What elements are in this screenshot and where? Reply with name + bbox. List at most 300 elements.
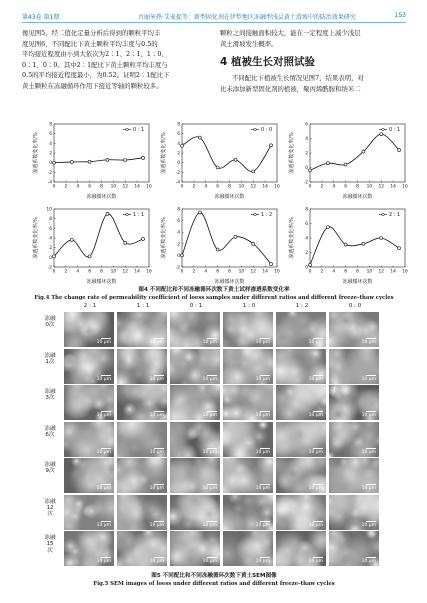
permeability-chart-5 [158,205,280,285]
legend-marker [126,128,129,131]
sem-row-label: 冻融1次 [44,352,56,365]
x-tick-label: 2 [64,184,68,190]
x-tick-label: 16 [146,269,152,275]
scale-label: 10 μm [149,413,164,418]
legend-marker [382,213,385,216]
y-tick-label: 0 [177,161,180,167]
x-tick-label: 14 [390,269,396,275]
legend-marker [254,128,257,131]
series-line [310,227,399,265]
scale-label: 10 μm [96,559,111,564]
scale-label: 10 μm [255,376,270,382]
scale-bar [313,521,323,522]
chart-svg [286,120,408,200]
x-tick-label: 14 [134,184,140,190]
series-line [182,137,271,172]
data-point [270,263,273,266]
sem-image [64,495,114,530]
x-tick-label: 10 [366,269,373,275]
text-line: 黄土滑坡发生概率。 [220,39,278,48]
x-tick-label: 14 [134,269,140,275]
y-tick-label: 4 [49,236,52,242]
scale-bar [154,338,164,339]
scale-bar [260,557,270,558]
data-point [53,255,56,258]
x-tick-label: 4 [76,269,80,275]
data-point [142,237,145,240]
x-tick-label: 2 [320,269,324,275]
sem-image [329,312,379,347]
sem-image [170,495,220,530]
scale-bar [366,338,376,339]
x-tick-label: 8 [100,184,103,190]
data-point [234,158,237,161]
data-point [252,170,255,173]
scale-bar [366,521,376,522]
scale-bar [101,338,111,339]
text-line: 比未添加新型固化剂的植被，聚丙烯酰胺和纳米二 [220,84,361,93]
sem-image [170,422,220,457]
data-point [216,248,219,251]
data-point [252,242,255,245]
scale-bar [207,375,217,376]
data-point [362,150,365,153]
x-tick-label: 12 [122,269,129,275]
data-point [70,238,73,241]
legend-marker [382,128,385,131]
sem-image [64,385,114,420]
sem-image [223,458,273,493]
fig5-caption-en: Fig.5 SEM images of loess under different ratios and different freeze–thaw cycles [93,581,335,587]
scale-label: 10 μm [149,449,164,455]
sem-image [329,458,379,493]
scale-bar [366,375,376,376]
data-point [326,226,329,229]
x-axis-label: 冻融循环次数 [86,194,117,200]
scale-bar [313,484,323,485]
text-line: 像见图5，经二值化定量分析后得到的颗粒平均丰 [22,29,161,37]
data-point [344,243,347,246]
x-tick-label: 8 [356,269,359,275]
y-tick-label: -2 [175,170,180,176]
x-tick-label: 8 [228,184,231,190]
scale-bar [101,557,111,558]
y-tick-label: 6 [49,132,52,138]
x-tick-label: 10 [110,184,117,190]
scale-label: 10 μm [255,449,270,455]
scale-bar [101,484,111,485]
scale-bar [366,557,376,558]
scale-label: 10 μm [255,522,270,528]
scale-label: 10 μm [202,449,217,455]
x-tick-label: 6 [344,184,348,190]
scale-label: 10 μm [149,559,164,564]
sem-image [170,312,220,347]
y-axis-label: 渗透系数变化率/% [161,132,167,174]
y-tick-label: -2 [175,265,180,271]
x-axis-label: 冻融循环次数 [342,194,373,200]
y-tick-label: 2 [305,251,308,256]
scale-label: 10 μm [255,413,270,418]
sem-image [329,422,379,457]
legend-label: 0 : 1 [389,127,401,133]
x-tick-label: 10 [238,184,245,190]
scale-label: 10 μm [361,522,376,528]
sem-column-header: 0 : 0 [348,303,362,309]
sem-column-header: 1 : 1 [136,303,150,309]
scale-bar [260,338,270,339]
y-axis-label: 渗透系数变化率/% [161,217,167,259]
data-point [398,247,401,250]
x-tick-label: 0 [180,184,184,190]
scale-bar [313,448,323,449]
y-tick-label: 6 [305,222,308,227]
scale-bar [101,521,111,522]
sem-image [117,312,167,347]
y-tick-label: 6 [49,226,52,232]
x-tick-label: 10 [366,184,373,190]
sem-column-header: 1 : 2 [295,303,309,309]
y-tick-label: 0 [305,265,308,271]
x-tick-label: 6 [88,269,92,275]
scale-label: 10 μm [308,522,323,528]
series-line [310,134,399,170]
scale-bar [207,484,217,485]
y-tick-label: 6 [177,219,180,225]
sem-column-header: 1 : 0 [242,303,256,309]
sem-image [276,495,326,530]
data-point [270,144,273,147]
scale-label: 10 μm [308,376,323,382]
data-point [53,161,56,164]
sem-row-label: 冻融0次 [44,316,56,329]
scale-label: 10 μm [149,340,164,345]
scale-label: 10 μm [308,449,323,455]
x-tick-label: 4 [204,269,208,275]
data-point [142,156,145,159]
sem-image [223,495,273,530]
x-tick-label: 12 [378,269,385,275]
running-title: 古丽米热·艾麦提等：新型固化剂在伊犁地区冻融型浅层黄土滑坡中的防治效果研究 [138,14,356,21]
data-point [106,212,109,215]
data-point [88,160,91,163]
fig4-caption [22,286,406,302]
scale-label: 10 μm [255,486,270,491]
chart-svg [158,205,280,285]
scale-bar [154,411,164,412]
scale-bar [366,448,376,449]
scale-bar [154,557,164,558]
scale-bar [313,411,323,412]
y-tick-label: 8 [177,122,180,128]
y-tick-label: 2 [177,242,180,248]
y-tick-label: 4 [177,230,180,236]
y-tick-label: -2 [47,265,52,271]
sem-image [117,422,167,457]
sem-image [329,495,379,530]
chart-svg [30,120,152,200]
chart-svg [286,205,408,285]
sem-row-label: 冻融6次 [44,425,56,438]
sem-image [64,422,114,457]
x-tick-label: 10 [110,269,117,275]
scale-bar [313,338,323,339]
y-tick-label: 8 [49,122,52,128]
x-tick-label: 4 [204,184,208,190]
y-tick-label: 10 [46,207,52,213]
x-tick-label: 8 [228,269,231,275]
sem-image [117,495,167,530]
sem-image [64,458,114,493]
scale-bar [154,484,164,485]
scale-bar [154,521,164,522]
y-axis-label: 渗透系数变化率/% [289,132,295,174]
x-axis-label: 冻融循环次数 [214,279,245,285]
legend-label: 2 : 1 [389,212,401,218]
scale-bar [366,484,376,485]
y-tick-label: 2 [49,151,52,157]
scale-label: 10 μm [96,340,111,345]
scale-label: 10 μm [361,413,376,418]
fig4-caption-en: Fig.4 The change rate of permeability coefficient of loess samples under different ratios and different freeze–thaw cycles [34,295,394,301]
scale-label: 10 μm [361,376,376,382]
running-header [22,9,406,23]
sem-image [276,385,326,420]
scale-bar [101,411,111,412]
legend-marker [126,213,129,216]
fig5-caption-cn: 图5 不同配比和不同冻融循环次数下黄土SEM图像 [151,573,277,579]
legend-label: 1 : 2 [261,212,273,218]
x-tick-label: 2 [192,269,196,275]
x-tick-label: 0 [52,269,56,275]
x-axis-label: 冻融循环次数 [342,279,373,285]
scale-bar [260,411,270,412]
left-column-text [22,28,210,92]
permeability-chart-6 [286,205,408,285]
x-axis-label: 冻融循环次数 [86,279,117,285]
scale-label: 10 μm [308,559,323,564]
y-axis-label: 渗透系数变化率/% [33,217,39,259]
x-tick-label: 6 [216,184,220,190]
scale-label: 10 μm [96,522,111,528]
legend-label: 0 : 1 [133,127,145,133]
sem-row-label: 冻融12次 [44,498,56,518]
scale-label: 10 μm [202,559,217,564]
y-axis-label: 渗透系数变化率/% [33,132,39,174]
text-line: 黄土颗粒在冻融循环作用下接近等轴的颗粒较多。 [22,81,163,90]
x-tick-label: 14 [262,269,268,275]
data-point [234,235,237,238]
sem-row-label: 冻融3次 [44,389,56,402]
scale-label: 10 μm [202,340,217,345]
data-point [106,158,109,161]
x-tick-label: 12 [122,184,129,190]
sem-image [276,349,326,384]
data-point [181,254,184,257]
sem-image [170,458,220,493]
scale-bar [101,375,111,376]
legend-label: 0 : 0 [261,127,273,133]
permeability-chart-4 [30,205,152,285]
x-tick-label: 0 [52,184,56,190]
y-tick-label: 4 [49,141,52,147]
data-point [309,169,312,172]
section-heading: 4 植被生长对照试验 [220,56,315,69]
x-tick-label: 0 [308,269,312,275]
y-tick-label: 8 [49,217,52,223]
sem-column-header: 2 : 1 [83,303,97,309]
scale-bar [260,375,270,376]
sem-image [223,385,273,420]
sem-image [276,531,326,566]
sem-image [64,531,114,566]
chart-svg [158,120,280,200]
x-tick-label: 4 [332,184,336,190]
data-point [124,159,127,162]
scale-bar [207,521,217,522]
sem-image [64,312,114,347]
sem-image [117,531,167,566]
series-line [54,158,143,163]
sem-image [223,422,273,457]
y-tick-label: 4 [305,137,308,142]
x-tick-label: 2 [192,184,196,190]
sem-image [64,349,114,384]
legend-label: 1 : 1 [133,212,145,218]
data-point [216,166,219,169]
x-tick-label: 16 [402,184,408,190]
y-tick-label: 4 [177,141,180,147]
sem-image [223,531,273,566]
scale-label: 10 μm [202,376,217,382]
y-tick-label: 0 [177,253,180,259]
y-tick-label: 0 [49,161,52,167]
scale-label: 10 μm [202,413,217,418]
scale-bar [207,411,217,412]
text-line: 0.5的平均接近程度最小，为0.52。证明2∶1配比下 [22,71,170,80]
x-tick-label: 6 [88,184,92,190]
y-tick-label: 6 [305,122,308,128]
scale-label: 10 μm [361,449,376,455]
journal-volume: 第43卷 第1期 [22,14,60,21]
scale-bar [207,557,217,558]
scale-label: 10 μm [149,376,164,382]
sem-image [329,349,379,384]
data-point [70,160,73,163]
scale-label: 10 μm [308,340,323,345]
scale-label: 10 μm [361,559,376,564]
sem-row-label: 冻融9次 [44,462,56,475]
scale-bar [207,338,217,339]
fig4-caption-cn: 图4 不同配比和不同冻融循环次数下黄土试样渗透系数变化率 [138,287,290,293]
sem-image [117,385,167,420]
x-tick-label: 16 [274,184,280,190]
x-tick-label: 2 [320,184,324,190]
y-tick-label: 6 [177,132,180,138]
data-point [309,263,312,266]
scale-label: 10 μm [202,486,217,491]
scale-label: 10 μm [149,522,164,528]
text-line: 颗粒之间接触面积较大，能在一定程度上减少浅层 [220,29,361,37]
y-tick-label: 0 [49,255,52,261]
sem-image [170,349,220,384]
permeability-chart-1 [30,120,152,200]
scale-bar [207,448,217,449]
scale-bar [313,375,323,376]
scale-bar [313,557,323,558]
legend-marker [254,213,257,216]
text-line: 0∶1、0∶0。其中2∶1配比下黄土颗粒平均丰度与 [22,60,168,69]
scale-bar [260,484,270,485]
scale-label: 10 μm [308,413,323,418]
x-tick-label: 16 [274,269,280,275]
sem-image [117,458,167,493]
sem-image [276,312,326,347]
scale-bar [154,448,164,449]
data-point [380,133,383,136]
sem-image [223,349,273,384]
scale-bar [154,375,164,376]
sem-image [170,385,220,420]
permeability-chart-3 [286,120,408,200]
scale-label: 10 μm [361,340,376,345]
data-point [88,255,91,258]
x-axis-label: 冻融循环次数 [214,194,245,200]
y-tick-label: 2 [49,246,52,252]
x-tick-label: 0 [308,184,312,190]
x-tick-label: 4 [332,269,336,275]
x-tick-label: 6 [216,269,220,275]
text-line: 平均接近程度由小到大依次为2∶1、2∶1、1∶0、 [22,50,168,59]
y-tick-label: -2 [303,180,308,186]
scale-bar [260,448,270,449]
x-tick-label: 0 [180,269,184,275]
y-axis-label: 渗透系数变化率/% [289,217,295,259]
data-point [362,242,365,245]
scale-label: 10 μm [255,340,270,345]
sem-column-header: 0 : 1 [189,303,203,309]
sem-image [329,385,379,420]
data-point [124,241,127,244]
data-point [344,163,347,166]
chart-svg [30,205,152,285]
text-line: 不同配比下植被生长情况见图7，结果表明，对 [232,74,364,83]
scale-label: 10 μm [96,449,111,455]
x-tick-label: 2 [64,269,68,275]
x-tick-label: 6 [344,269,348,275]
y-tick-label: 8 [305,207,308,213]
sem-image [223,312,273,347]
x-tick-label: 16 [146,184,152,190]
sem-image [170,531,220,566]
y-tick-label: -2 [47,170,52,176]
x-tick-label: 12 [250,269,257,275]
text-line: 度见图6，不同配比下黄土颗粒平均丰度与0.5的 [22,39,158,48]
page-number: 153 [394,12,406,19]
series-line [54,214,143,257]
scale-bar [366,411,376,412]
y-tick-label: 4 [305,236,308,242]
sem-image [276,422,326,457]
x-tick-label: 8 [356,184,359,190]
scale-label: 10 μm [149,486,164,491]
x-tick-label: 8 [100,269,103,275]
scale-label: 10 μm [255,559,270,564]
right-column-text [220,28,408,94]
data-point [181,144,184,147]
y-tick-label: -4 [175,180,180,186]
sem-row-label: 冻融15次 [44,535,56,554]
